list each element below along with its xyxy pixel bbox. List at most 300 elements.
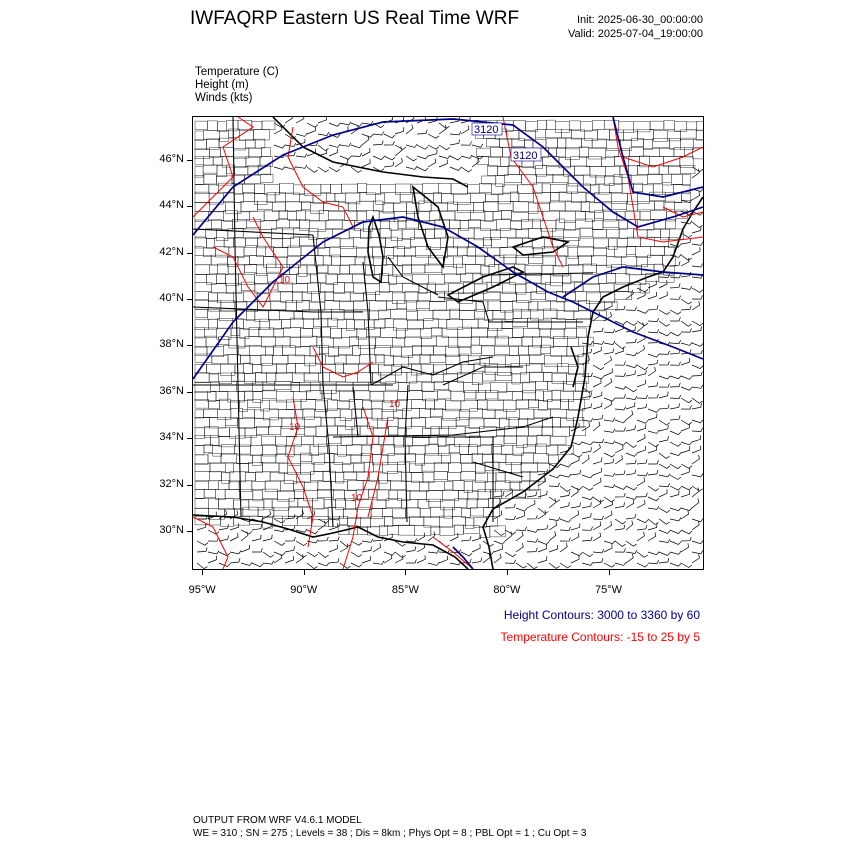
county-cell xyxy=(507,131,519,140)
wind-barb xyxy=(274,519,285,523)
wind-barb xyxy=(626,387,637,392)
county-cell xyxy=(509,418,518,429)
county-cell xyxy=(195,192,209,203)
county-cell xyxy=(388,418,398,427)
wind-barb xyxy=(615,407,626,411)
wind-barb xyxy=(681,446,690,453)
county-cell xyxy=(222,473,230,484)
height-label-a: 3120 xyxy=(474,124,499,136)
wind-barb xyxy=(615,493,625,497)
county-cell xyxy=(446,401,461,411)
county-cell xyxy=(388,426,398,435)
wind-barb xyxy=(670,452,681,455)
wind-barb xyxy=(670,563,681,566)
wind-barb xyxy=(516,512,525,519)
wind-barb xyxy=(626,460,636,464)
wind-barb xyxy=(571,510,579,519)
wind-barb xyxy=(692,541,703,544)
county-cell xyxy=(376,354,384,363)
county-cell xyxy=(327,426,338,434)
wind-barb xyxy=(692,288,703,292)
wind-barb xyxy=(285,117,293,123)
wind-barb xyxy=(538,510,546,519)
county-cell xyxy=(195,157,204,165)
county-cell xyxy=(640,211,650,220)
county-cell xyxy=(450,309,460,318)
county-cell xyxy=(226,121,238,131)
county-cell xyxy=(376,194,385,205)
county-cell xyxy=(518,185,534,194)
county-cell xyxy=(255,139,265,148)
county-cell xyxy=(490,383,507,393)
wind-barb xyxy=(571,456,579,464)
county-cell xyxy=(209,374,218,382)
county-cell xyxy=(620,140,631,150)
county-cell xyxy=(230,472,245,482)
wind-barb xyxy=(615,420,626,423)
county-cell xyxy=(312,328,320,337)
county-cell xyxy=(310,203,323,214)
wind-barb xyxy=(692,372,702,376)
county-cell xyxy=(418,500,429,509)
wind-barb xyxy=(659,420,670,425)
county-cell xyxy=(643,185,653,194)
county-cell xyxy=(550,185,567,193)
wind-barb xyxy=(252,548,262,552)
wind-barb xyxy=(648,409,659,412)
county-cell xyxy=(650,210,666,219)
county-cell xyxy=(391,481,407,489)
county-cell xyxy=(263,409,278,420)
county-cell xyxy=(552,374,567,384)
wind-barb xyxy=(241,532,248,542)
county-cell xyxy=(378,365,392,375)
wind-barb xyxy=(582,537,592,541)
county-cell xyxy=(249,328,259,337)
wind-barb xyxy=(406,559,416,563)
county-cell xyxy=(398,491,410,501)
wind-barb xyxy=(395,158,402,167)
county-cell xyxy=(405,328,420,337)
county-cell xyxy=(547,381,563,390)
county-cell xyxy=(460,455,472,464)
county-cell xyxy=(453,516,466,525)
county-cell xyxy=(461,509,470,517)
wind-barb xyxy=(571,453,582,457)
county-cell xyxy=(340,301,354,310)
county-cell xyxy=(422,383,434,392)
county-cell xyxy=(246,139,255,148)
wind-barb xyxy=(527,539,538,543)
county-cell xyxy=(383,463,398,474)
county-cell xyxy=(423,184,439,194)
county-cell xyxy=(452,508,461,517)
county-cell xyxy=(385,319,393,328)
wind-barb xyxy=(494,530,505,536)
county-cell xyxy=(562,130,572,138)
county-cell xyxy=(454,257,463,268)
county-cell xyxy=(207,139,220,150)
county-cell xyxy=(349,400,362,410)
wind-barb xyxy=(659,519,670,524)
county-cell xyxy=(438,183,451,193)
wind-barb xyxy=(373,543,381,552)
county-cell xyxy=(220,147,233,156)
county-cell xyxy=(210,265,218,274)
wind-barb xyxy=(197,541,208,545)
wind-barb xyxy=(681,563,692,568)
wind-barb xyxy=(637,525,647,530)
county-cell xyxy=(255,184,265,193)
county-cell xyxy=(309,363,321,373)
county-cell xyxy=(229,481,239,490)
county-cell xyxy=(254,274,267,284)
wind-barb xyxy=(351,145,362,148)
wind-barb xyxy=(318,552,329,557)
county-cell xyxy=(543,211,559,221)
county-cell xyxy=(406,481,420,491)
wind-barb xyxy=(318,167,329,172)
county-cell xyxy=(625,211,640,219)
county-cell xyxy=(628,166,637,175)
wind-barb xyxy=(615,541,626,546)
county-cell xyxy=(209,319,218,329)
wind-barb xyxy=(593,444,600,453)
county-cell xyxy=(405,508,420,518)
county-cell xyxy=(286,300,297,311)
county-cell xyxy=(195,149,209,159)
wind-barb xyxy=(373,132,384,136)
wind-barb xyxy=(692,242,703,245)
county-cell xyxy=(359,338,376,349)
wind-barb xyxy=(593,516,604,520)
wind-barb xyxy=(274,552,285,555)
wind-barb xyxy=(648,470,658,475)
county-cell xyxy=(426,399,435,410)
wind-barb xyxy=(362,539,373,543)
county-cell xyxy=(371,509,383,519)
county-cell xyxy=(216,392,228,401)
wind-barb xyxy=(505,530,516,534)
county-cell xyxy=(619,228,634,238)
lat-label: 44°N xyxy=(159,199,184,212)
county-cell xyxy=(228,355,241,364)
county-cell xyxy=(536,444,547,454)
wind-barb xyxy=(670,442,681,446)
wind-barb xyxy=(681,321,692,326)
county-cell xyxy=(541,221,556,231)
wind-barb xyxy=(670,350,680,355)
wind-barb xyxy=(681,387,692,390)
wind-barb xyxy=(450,139,460,145)
wind-barb xyxy=(549,499,556,509)
wind-barb xyxy=(439,145,450,150)
county-cell xyxy=(204,156,213,165)
county-cell xyxy=(216,274,225,284)
county-cell xyxy=(258,507,274,516)
county-cell xyxy=(270,418,282,427)
wind-barb xyxy=(439,160,447,167)
height-contours-note: Height Contours: 3000 to 3360 by 60 xyxy=(503,608,700,622)
wind-barb xyxy=(615,455,623,464)
county-cell xyxy=(323,256,331,265)
county-cell xyxy=(438,437,446,447)
county-cell xyxy=(340,391,355,402)
county-cell xyxy=(245,175,261,184)
wind-barb xyxy=(351,541,362,545)
wind-barb xyxy=(362,148,370,156)
county-cell xyxy=(253,455,261,466)
county-cell xyxy=(328,318,337,326)
county-cell xyxy=(264,185,279,195)
county-cell xyxy=(553,266,568,276)
init-time: Init: 2025-06-30_00:00:00 xyxy=(577,14,703,26)
wind-barb xyxy=(670,518,681,521)
county-cell xyxy=(583,264,596,273)
wind-barb xyxy=(681,258,689,266)
county-cell xyxy=(462,463,476,471)
wind-barb xyxy=(692,446,701,453)
wind-barb xyxy=(692,301,700,310)
county-cell xyxy=(683,175,691,186)
wind-barb xyxy=(648,367,656,376)
lat-label: 30°N xyxy=(159,523,184,536)
wind-barb xyxy=(692,519,703,522)
county-cell xyxy=(447,472,460,480)
wind-barb xyxy=(538,508,549,514)
county-cell xyxy=(346,445,362,456)
wind-barb xyxy=(549,521,557,530)
wind-barb xyxy=(692,385,703,388)
county-cell xyxy=(271,239,282,247)
wind-barb xyxy=(472,534,481,541)
wind-barb xyxy=(406,166,417,169)
map-panel[interactable] xyxy=(192,116,704,570)
county-cell xyxy=(551,409,567,417)
county-cell xyxy=(325,291,334,301)
valid-time: Valid: 2025-07-04_19:00:00 xyxy=(568,28,703,40)
county-cell xyxy=(359,355,376,363)
county-cell xyxy=(576,328,586,337)
wind-barb xyxy=(417,167,428,171)
county-cell xyxy=(195,292,209,300)
county-cell xyxy=(518,346,528,355)
county-cell xyxy=(552,417,560,427)
county-cell xyxy=(446,437,455,445)
county-cell xyxy=(509,347,518,356)
wind-barb xyxy=(659,425,668,431)
wind-barb xyxy=(637,288,648,292)
wind-barb xyxy=(681,537,691,541)
lon-label: 75°W xyxy=(595,584,623,596)
county-cell xyxy=(195,327,204,338)
wind-barb xyxy=(615,427,626,431)
county-cell xyxy=(233,464,248,472)
county-cell xyxy=(249,346,265,355)
wind-barb xyxy=(692,247,700,255)
county-cell xyxy=(353,274,365,282)
wind-barb xyxy=(637,395,648,399)
wind-barb xyxy=(659,489,667,497)
county-cell xyxy=(327,193,335,201)
wind-barb xyxy=(626,499,634,508)
county-cell xyxy=(459,491,468,499)
county-cell xyxy=(636,247,651,258)
county-cell xyxy=(311,471,324,480)
wind-barb xyxy=(252,535,261,541)
county-cell xyxy=(502,283,515,294)
wind-barb xyxy=(681,442,692,445)
wind-barb xyxy=(681,286,692,289)
county-cell xyxy=(278,409,295,418)
county-cell xyxy=(393,410,402,419)
county-cell xyxy=(209,472,221,481)
wind-barb xyxy=(681,530,692,534)
county-cell xyxy=(225,463,233,473)
county-cell xyxy=(568,247,578,258)
county-cell xyxy=(195,175,204,184)
wind-barb xyxy=(516,527,527,531)
county-cell xyxy=(293,284,308,293)
wind-barb xyxy=(395,145,406,150)
wind-barb xyxy=(659,405,669,410)
county-cell xyxy=(424,319,439,328)
wind-barb xyxy=(670,317,680,321)
wind-barb xyxy=(582,442,593,445)
county-cell xyxy=(336,472,344,483)
wind-barb xyxy=(560,563,571,568)
wind-barb xyxy=(461,155,472,158)
wind-barb xyxy=(604,459,614,464)
county-cell xyxy=(300,220,310,231)
county-cell xyxy=(195,417,210,428)
county-cell xyxy=(243,409,255,417)
wind-barb xyxy=(659,321,670,326)
wind-barb xyxy=(329,545,337,552)
lat-tick xyxy=(187,160,193,161)
wind-barb xyxy=(461,167,472,172)
county-cell xyxy=(345,283,354,292)
county-cell xyxy=(647,229,661,237)
lon-label: 80°W xyxy=(493,584,521,596)
county-cell xyxy=(337,320,346,329)
wind-barb xyxy=(637,493,647,497)
county-cell xyxy=(583,284,600,292)
county-cell xyxy=(402,500,418,508)
county-cell xyxy=(295,346,310,356)
county-cell xyxy=(229,129,239,138)
wind-barb xyxy=(637,380,645,387)
county-cell xyxy=(387,471,401,481)
county-cell xyxy=(302,202,311,210)
wind-barb xyxy=(582,562,593,565)
county-cell xyxy=(561,419,574,428)
county-cell xyxy=(362,445,371,455)
county-cell xyxy=(512,139,525,147)
county-cell xyxy=(412,265,425,273)
wind-barb xyxy=(362,547,372,553)
wind-barb xyxy=(417,156,428,159)
wind-barb xyxy=(197,523,206,530)
wind-barb xyxy=(659,280,667,288)
wind-barb xyxy=(340,541,350,547)
county-cell xyxy=(390,283,403,291)
wind-barb xyxy=(637,459,647,464)
county-cell xyxy=(550,202,566,210)
county-cell xyxy=(422,346,434,355)
wind-barb xyxy=(692,521,699,530)
wind-barb xyxy=(428,562,439,565)
wind-barb xyxy=(659,392,668,398)
county-cell xyxy=(397,238,410,249)
county-cell xyxy=(513,309,522,319)
wind-barb xyxy=(659,291,667,299)
county-cell xyxy=(516,255,529,264)
county-cell xyxy=(262,121,275,130)
county-cell xyxy=(512,463,521,474)
county-cell xyxy=(448,463,461,473)
county-cell xyxy=(228,257,239,267)
wind-barb xyxy=(604,441,615,444)
temp-label-c: 10 xyxy=(289,422,301,433)
county-cell xyxy=(482,346,495,356)
county-cell xyxy=(209,481,219,490)
county-cell xyxy=(321,185,331,193)
county-cell xyxy=(220,365,235,376)
county-cell xyxy=(439,319,447,328)
county-cell xyxy=(311,382,320,390)
wind-barb xyxy=(340,544,348,552)
wind-barb xyxy=(637,310,648,313)
wind-barb xyxy=(296,165,307,169)
county-cell xyxy=(694,139,703,147)
wind-barb xyxy=(593,478,601,486)
county-cell xyxy=(434,471,448,479)
county-cell xyxy=(379,473,388,483)
county-cell xyxy=(326,220,342,228)
county-cell xyxy=(280,183,294,193)
county-cell xyxy=(586,293,600,304)
county-cell xyxy=(551,347,567,357)
wind-barb xyxy=(637,519,648,523)
county-cell xyxy=(195,167,203,178)
county-cell xyxy=(279,463,288,473)
wind-barb xyxy=(472,144,483,147)
county-cell xyxy=(420,482,429,492)
wind-barb xyxy=(472,158,479,167)
wind-barb xyxy=(692,191,700,200)
wind-barb xyxy=(472,544,480,552)
county-cell xyxy=(576,219,592,228)
county-cell xyxy=(589,149,606,159)
wind-barb xyxy=(648,446,657,453)
wind-barb xyxy=(296,117,304,123)
county-cell xyxy=(540,328,551,336)
lat-tick xyxy=(187,253,193,254)
county-cell xyxy=(599,275,607,284)
county-cell xyxy=(576,211,586,220)
county-cell xyxy=(653,131,667,142)
county-cell xyxy=(451,391,465,401)
county-cell xyxy=(497,328,512,338)
county-cell xyxy=(533,219,541,228)
county-cell xyxy=(545,282,562,292)
wind-barb xyxy=(593,415,603,420)
wind-barb xyxy=(637,434,645,442)
county-cell xyxy=(444,274,460,283)
county-cell xyxy=(553,427,570,437)
county-cell xyxy=(288,212,297,220)
